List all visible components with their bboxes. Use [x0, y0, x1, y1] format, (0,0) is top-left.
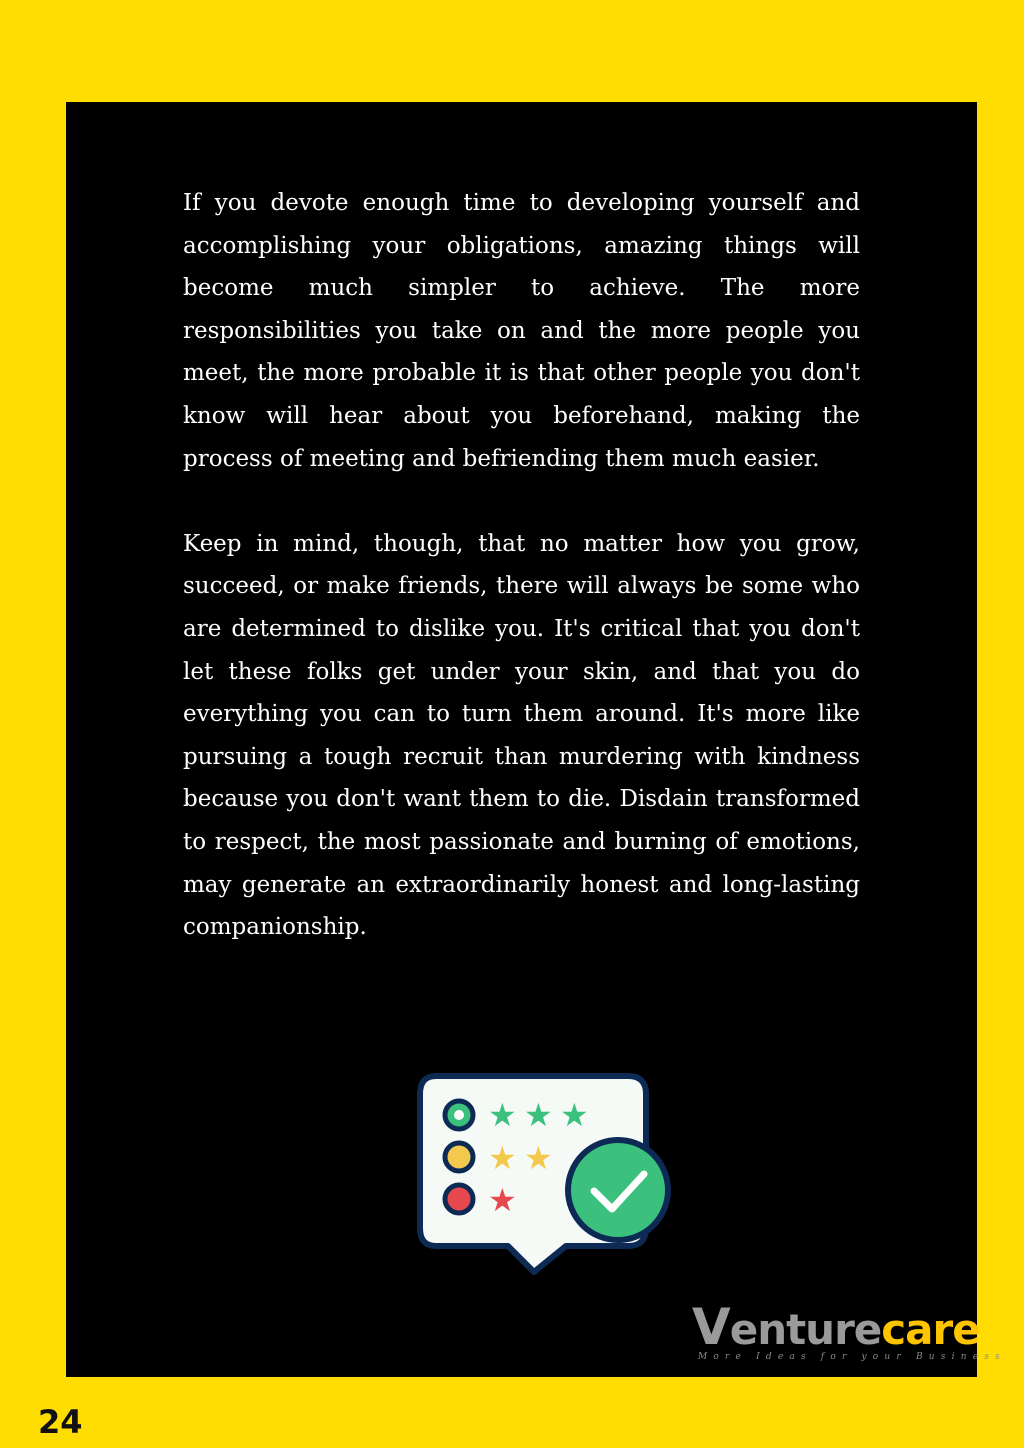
page-number: 24 — [38, 1403, 83, 1441]
content-panel — [66, 102, 1006, 1377]
logo-enture: enture — [729, 1305, 882, 1354]
checkmark-badge — [568, 1140, 668, 1240]
star-icon: ★ — [488, 1096, 517, 1134]
logo-v: V — [692, 1298, 730, 1356]
star-icon: ★ — [560, 1096, 589, 1134]
body-text — [183, 182, 860, 991]
star-icon: ★ — [524, 1096, 553, 1134]
logo-wordmark — [692, 1298, 980, 1356]
star-icon: ★ — [524, 1139, 553, 1177]
venturecare-logo — [692, 1298, 1006, 1368]
rating-dot-red — [445, 1185, 473, 1213]
rating-dot-yellow — [445, 1143, 473, 1171]
star-icon: ★ — [488, 1181, 517, 1219]
logo-care: care — [881, 1305, 980, 1354]
star-icon: ★ — [488, 1139, 517, 1177]
rating-review-checkmark-icon — [416, 1072, 676, 1282]
paragraph-2: Keep in mind, though, that no matter how you grow, succeed, or make friends, there will always be some who are determined to dislike you. It's critical that you don't let these folks get under your skin, and that you do everything you can to turn them around. It's more like pursuing a tough recruit than murdering with kindness because you don't want them to die. Disdain transformed to respect, the most passionate and burning of emotions, may generate an extraordinarily honest and long-lasting companionship. — [183, 530, 860, 941]
logo-tagline: More Ideas for your Business — [698, 1352, 1006, 1362]
paragraph-1: If you devote enough time to developing yourself and accomplishing your obligations, amazing things will become much simpler to achieve. The more responsibilities you take on and the more people you meet, the more probable it is that other people you don't know will hear about you beforehand, making the process of meeting and befriending them much easier. — [183, 190, 860, 472]
